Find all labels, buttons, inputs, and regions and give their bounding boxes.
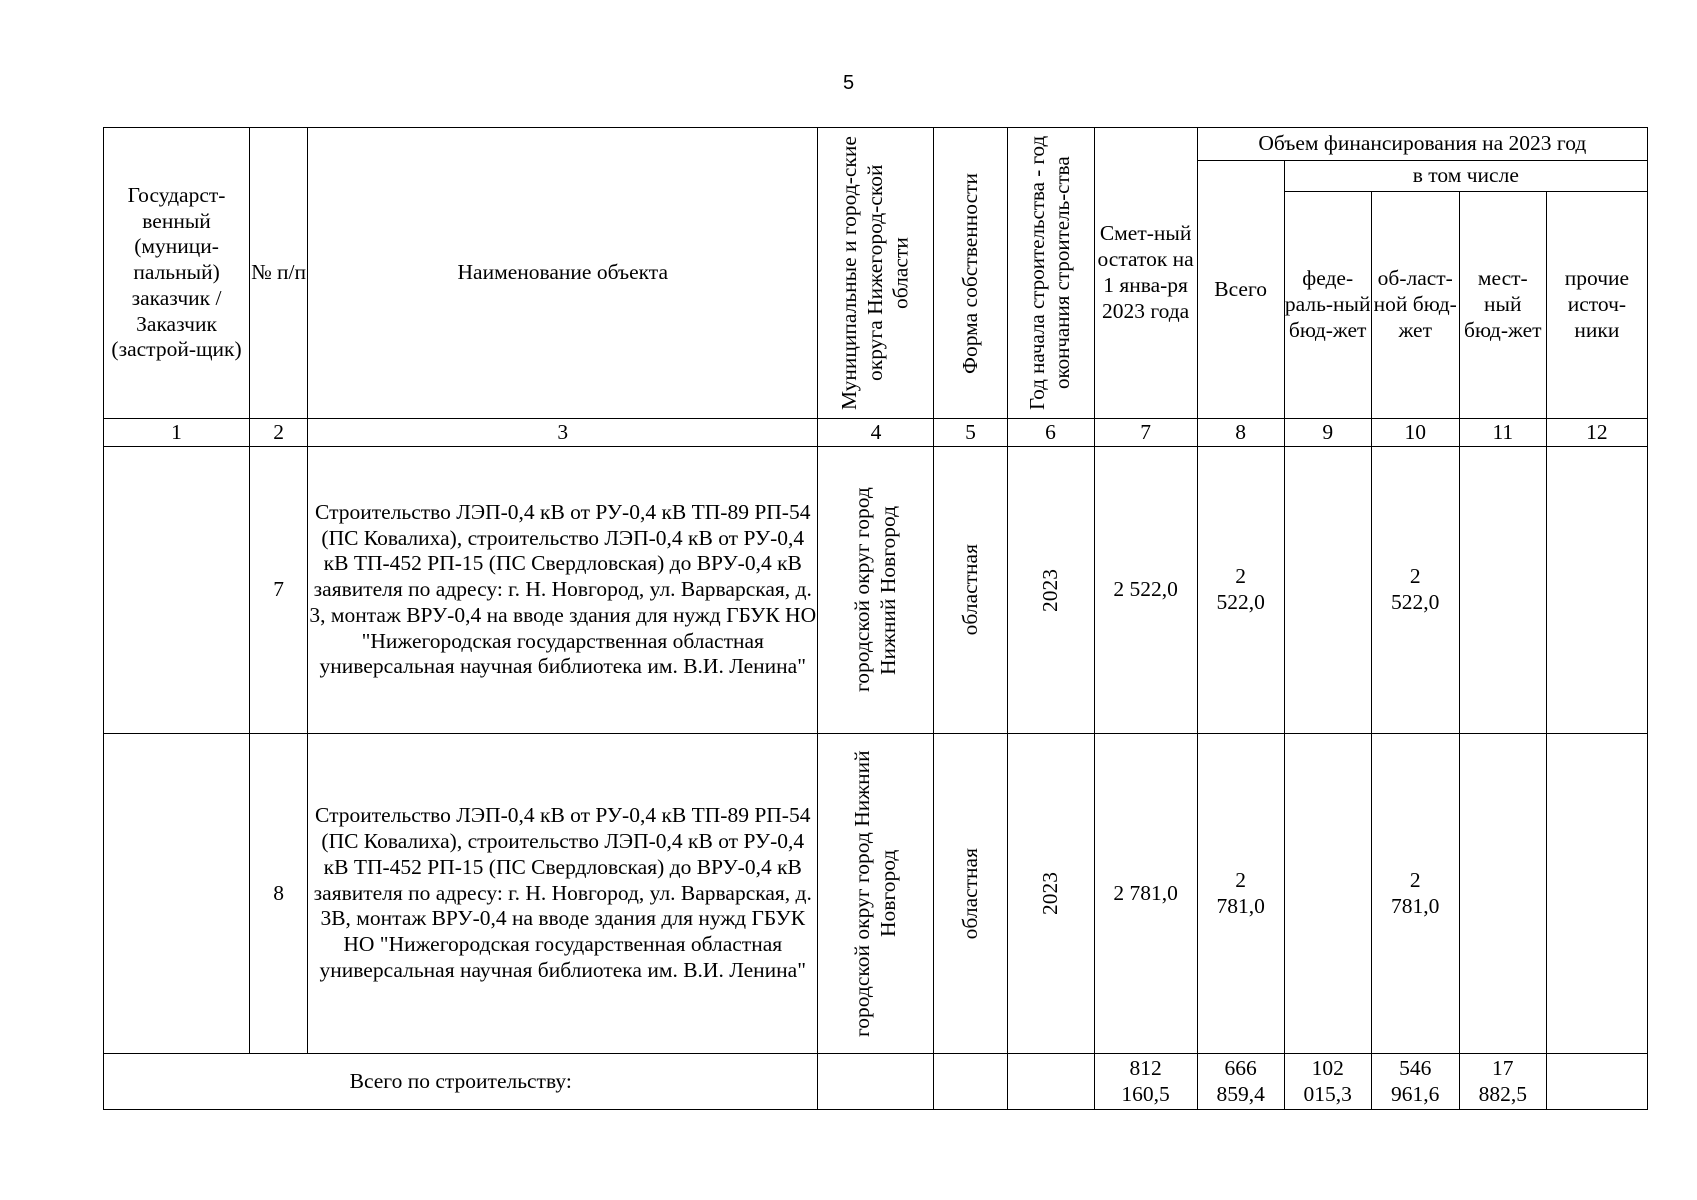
totals-regional: 546 961,6: [1371, 1054, 1459, 1110]
totals-label: Всего по строительству:: [104, 1054, 818, 1110]
header-funding-2023: Объем финансирования на 2023 год: [1197, 128, 1647, 161]
row-balance: 2 781,0: [1094, 734, 1197, 1054]
row-balance: 2 522,0: [1094, 447, 1197, 734]
header-other: прочие источ-ники: [1546, 192, 1647, 419]
row-regional: 2 522,0: [1371, 447, 1459, 734]
header-local: мест-ный бюд-жет: [1459, 192, 1546, 419]
table-row: [104, 447, 1648, 734]
row-municipality-text: городской округ город Нижний Новгород: [850, 750, 900, 1037]
row-total: 2 522,0: [1197, 447, 1284, 734]
header-years-text: Год начала строительства - год окончания строитель-ства: [1025, 135, 1075, 411]
row-ownership: [934, 447, 1007, 734]
header-municipality: [818, 128, 934, 419]
header-including: в том числе: [1284, 161, 1647, 192]
header-federal: феде-раль-ный бюд-жет: [1284, 192, 1371, 419]
totals-federal: 102 015,3: [1284, 1054, 1371, 1110]
header-ownership: [934, 128, 1007, 419]
column-number: 1: [104, 419, 250, 447]
header-years: [1007, 128, 1094, 419]
header-estimate-balance: Смет-ный остаток на 1 янва-ря 2023 года: [1094, 128, 1197, 419]
totals-municipality: [818, 1054, 934, 1110]
header-municipality-text: Муниципальные и город-ские округа Нижегород-ской области: [837, 136, 913, 410]
totals-balance: 812 160,5: [1094, 1054, 1197, 1110]
column-number: 5: [934, 419, 1007, 447]
row-municipality: [818, 734, 934, 1054]
row-other: [1546, 734, 1647, 1054]
row-num: 7: [250, 447, 308, 734]
column-number: 2: [250, 419, 308, 447]
totals-other: [1546, 1054, 1647, 1110]
row-other: [1546, 447, 1647, 734]
row-local: [1459, 734, 1546, 1054]
header-total: Всего: [1197, 161, 1284, 419]
header-ownership-text: Форма собственности: [957, 172, 982, 374]
row-ownership-text: областная: [957, 544, 982, 636]
row-municipality-text: городской округ город Нижний Новгород: [850, 487, 900, 693]
row-years: [1007, 447, 1094, 734]
row-customer: [104, 734, 250, 1054]
column-number: 6: [1007, 419, 1094, 447]
row-years-text: 2023: [1037, 872, 1062, 915]
header-num: № п/п: [250, 128, 308, 419]
row-object-name: Строительство ЛЭП-0,4 кВ от РУ-0,4 кВ ТП-89 РП-54 (ПС Ковалиха), строительство ЛЭП-0,4 кВ от РУ-0,4 кВ ТП-452 РП-15 (ПС Свердловская) до ВРУ-0,4 кВ заявителя по адресу: г. Н. Новгород, ул. Варварская, д. 3В, монтаж ВРУ-0,4 на вводе здания для нужд ГБУК НО "Нижегородская государственная областная универсальная научная библиотека им. В.И. Ленина": [308, 734, 818, 1054]
row-years: [1007, 734, 1094, 1054]
totals-years: [1007, 1054, 1094, 1110]
financing-table: [103, 127, 1648, 1110]
column-number: 4: [818, 419, 934, 447]
totals-ownership: [934, 1054, 1007, 1110]
row-num: 8: [250, 734, 308, 1054]
row-regional: 2 781,0: [1371, 734, 1459, 1054]
header-customer: Государст-венный (муници-пальный) заказчик / Заказчик (застрой-щик): [104, 128, 250, 419]
row-federal: [1284, 447, 1371, 734]
row-local: [1459, 447, 1546, 734]
column-number: 11: [1459, 419, 1546, 447]
table-row: [104, 734, 1648, 1054]
row-municipality: [818, 447, 934, 734]
page-number: 5: [842, 72, 855, 94]
row-object-name: Строительство ЛЭП-0,4 кВ от РУ-0,4 кВ ТП-89 РП-54 (ПС Ковалиха), строительство ЛЭП-0,4 кВ от РУ-0,4 кВ ТП-452 РП-15 (ПС Свердловская) до ВРУ-0,4 кВ заявителя по адресу: г. Н. Новгород, ул. Варварская, д. 3, монтаж ВРУ-0,4 на вводе здания для нужд ГБУК НО "Нижегородская государственная областная универсальная научная библиотека им. В.И. Ленина": [308, 447, 818, 734]
totals-row: [104, 1054, 1648, 1110]
row-customer: [104, 447, 250, 734]
column-number: 7: [1094, 419, 1197, 447]
totals-total: 666 859,4: [1197, 1054, 1284, 1110]
row-years-text: 2023: [1037, 568, 1062, 612]
header-regional: об-ласт-ной бюд-жет: [1371, 192, 1459, 419]
row-ownership: [934, 734, 1007, 1054]
row-federal: [1284, 734, 1371, 1054]
column-number: 10: [1371, 419, 1459, 447]
column-number: 9: [1284, 419, 1371, 447]
totals-local: 17 882,5: [1459, 1054, 1546, 1110]
header-object-name: Наименование объекта: [308, 128, 818, 419]
row-ownership-text: областная: [957, 847, 982, 940]
column-number: 3: [308, 419, 818, 447]
column-number: 8: [1197, 419, 1284, 447]
column-number: 12: [1546, 419, 1647, 447]
row-total: 2 781,0: [1197, 734, 1284, 1054]
